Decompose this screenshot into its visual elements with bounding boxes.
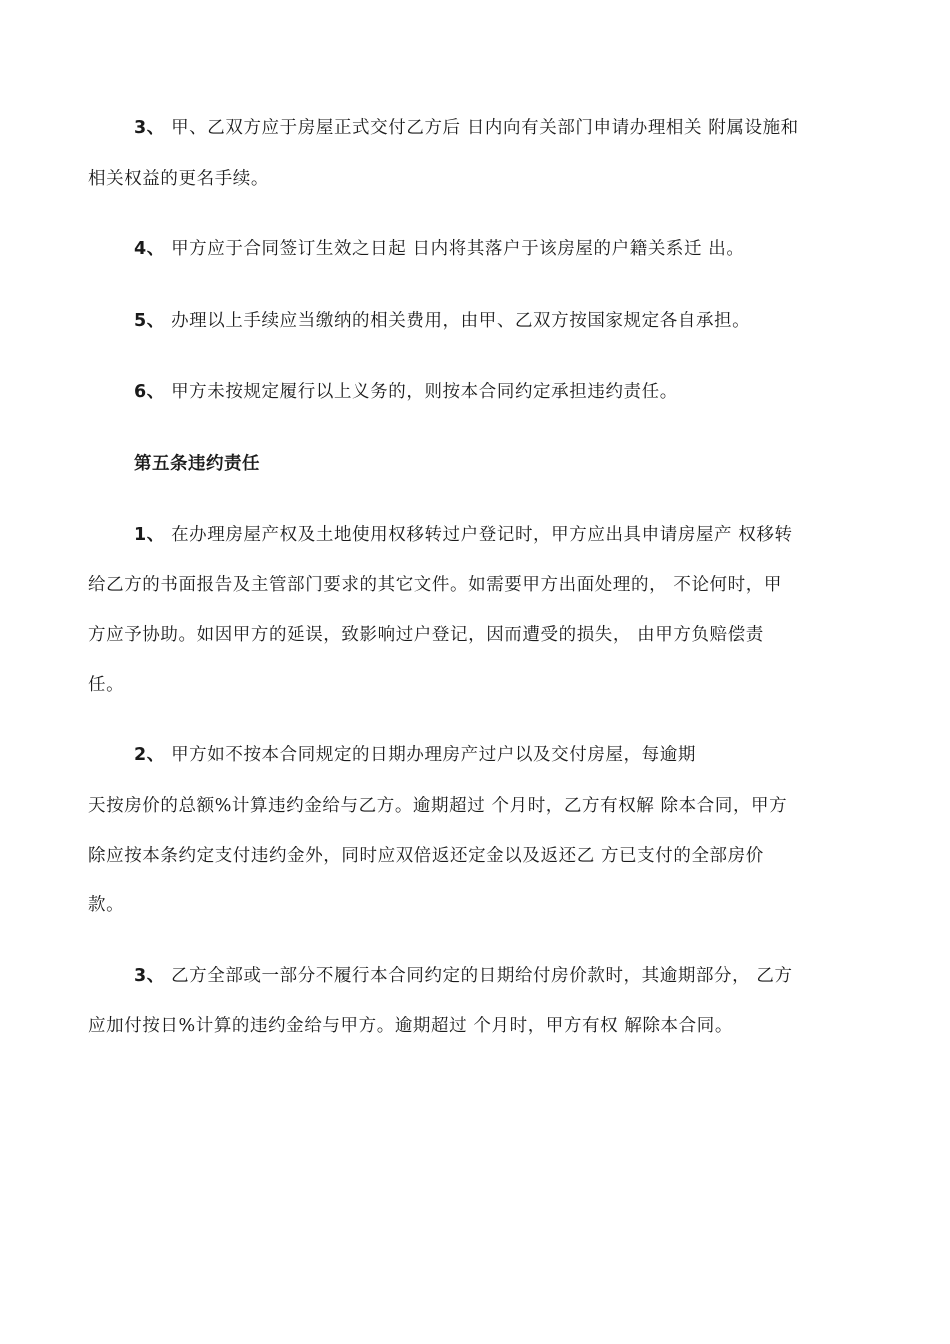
paragraph-line (134, 116, 934, 140)
item-text: 办理以上手续应当缴纳的相关费用，由甲、乙双方按国家规定各自承担。 (171, 311, 751, 331)
item-text: 方应予协助。如因甲方的延误，致影响过户登记，因而遭受的损失， 由甲方负赔偿责 (88, 625, 764, 645)
item-text: 任。 (88, 675, 125, 695)
item-text: 除应按本条约定支付违约金外，同时应双倍返还定金以及返还乙 方已支付的全部房价 (88, 846, 764, 866)
paragraph-line (88, 794, 888, 818)
item-text: 甲、乙双方应于房屋正式交付乙方后 日内向有关部门申请办理相关 附属设施和 (171, 118, 799, 138)
item-number: 3、 (134, 966, 165, 986)
item-text: 甲方未按规定履行以上义务的，则按本合同约定承担违约责任。 (171, 382, 678, 402)
item-text: 在办理房屋产权及土地使用权移转过户登记时，甲方应出具申请房屋产 权移转 (171, 525, 793, 545)
paragraph-line (88, 573, 888, 597)
paragraph-line (88, 1014, 888, 1038)
paragraph-line (88, 673, 888, 697)
item-text: 相关权益的更名手续。 (88, 169, 269, 189)
item-number: 2、 (134, 745, 165, 765)
item-text: 甲方应于合同签订生效之日起 日内将其落户于该房屋的户籍关系迁 出。 (171, 239, 745, 259)
item-number: 5、 (134, 311, 165, 331)
paragraph-line (134, 964, 934, 988)
item-text: 给乙方的书面报告及主管部门要求的其它文件。如需要甲方出面处理的， 不论何时，甲 (88, 575, 782, 595)
paragraph-line (88, 893, 888, 917)
paragraph-line (88, 844, 888, 868)
item-text: 甲方如不按本合同规定的日期办理房产过户以及交付房屋，每逾期 (171, 745, 696, 765)
paragraph-line (134, 743, 934, 767)
item-number: 1、 (134, 525, 165, 545)
item-number: 4、 (134, 239, 165, 259)
paragraph-line (134, 380, 934, 404)
paragraph-line (88, 623, 888, 647)
paragraph-line (88, 167, 888, 191)
paragraph-line (134, 309, 934, 333)
item-text: 款。 (88, 895, 125, 915)
item-text: 天按房价的总额%计算违约金给与乙方。逾期超过 个月时，乙方有权解 除本合同，甲方 (88, 796, 788, 816)
item-text: 应加付按日%计算的违约金给与甲方。逾期超过 个月时，甲方有权 解除本合同。 (88, 1016, 733, 1036)
item-text: 乙方全部或一部分不履行本合同约定的日期给付房价款时，其逾期部分， 乙方 (171, 966, 793, 986)
item-number: 3、 (134, 118, 165, 138)
paragraph-line (134, 523, 934, 547)
section-heading: 第五条违约责任 (134, 454, 260, 474)
item-number: 6、 (134, 382, 165, 402)
paragraph-line (134, 237, 934, 261)
